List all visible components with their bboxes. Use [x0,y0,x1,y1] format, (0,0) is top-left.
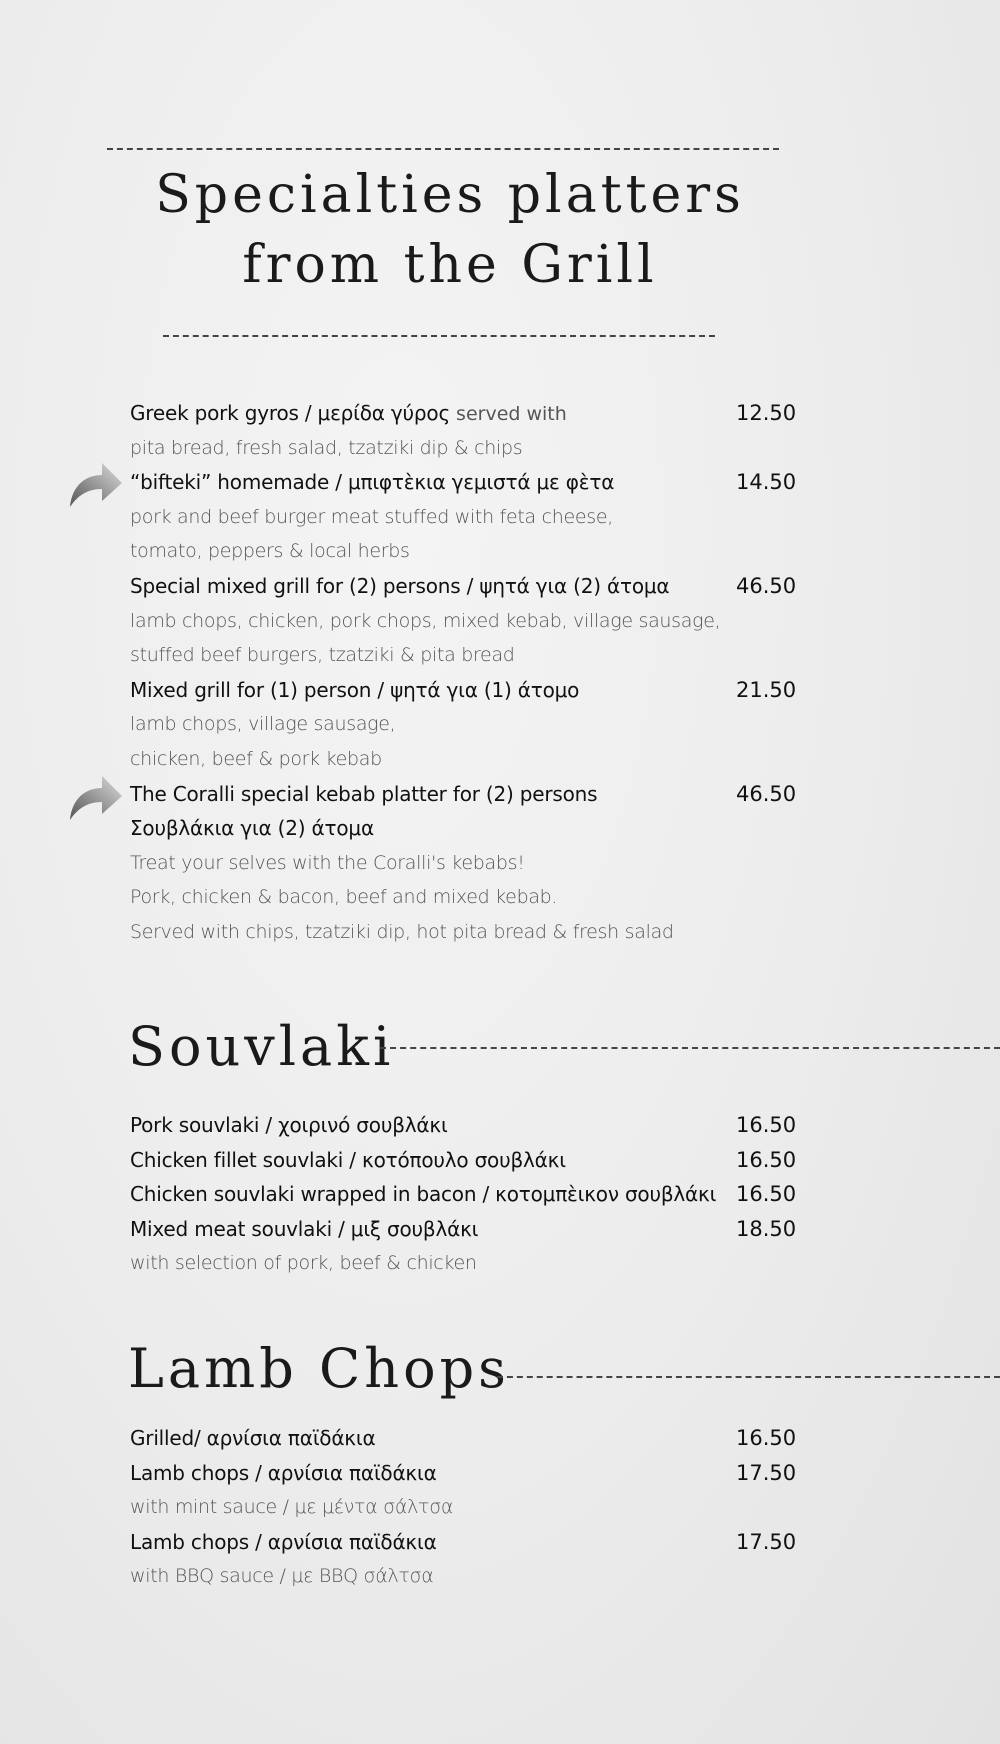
item-desc: lamb chops, chicken, pork chops, mixed kebab, village sausage, [130,609,721,632]
item-price: 21.50 [736,677,797,702]
menu-item-special-mixed-grill [130,569,800,604]
item-name: Lamb chops / αρνίσια παϊδάκια [130,1460,437,1485]
item-desc: pita bread, fresh salad, tzatziki dip & chips [130,436,523,459]
item-desc: Served with chips, tzatziki dip, hot pita bread & fresh salad [130,920,674,943]
item-price: 16.50 [736,1426,797,1450]
divider [497,1376,1000,1378]
arrow-icon [68,461,124,509]
item-price: 17.50 [736,1460,797,1485]
divider [163,335,715,337]
menu-item [130,1108,800,1143]
item-name: Mixed grill for (1) person / ψητά για (1) άτομο [130,677,580,702]
item-desc: pork and beef burger meat stuffed with feta cheese, [130,505,613,528]
item-desc: lamb chops, village sausage, [130,713,396,736]
item-price: 46.50 [736,781,797,806]
menu-item [130,1143,800,1178]
item-price: 16.50 [736,1113,797,1137]
section-title-souvlaki: Souvlaki [128,1015,395,1078]
souvlaki-list [130,1108,800,1281]
item-price: 46.50 [736,573,797,598]
menu-item [130,1525,800,1560]
menu-item [130,1177,800,1212]
menu-item [130,1212,800,1247]
item-price: 16.50 [736,1147,797,1172]
menu-item-kebab-platter [130,777,800,812]
arrow-icon [68,774,124,822]
item-desc: Pork, chicken & bacon, beef and mixed kebab. [130,886,558,909]
item-name: “bifteki” homemade / μπιφτὲκια γεμιστά με φὲτα [130,470,615,495]
menu-item-gyros [130,396,800,431]
item-desc: with selection of pork, beef & chicken [130,1252,477,1275]
item-price: 18.50 [736,1216,797,1241]
item-desc: with BBQ sauce / με BBQ σάλτσα [130,1565,434,1588]
menu-item [130,1456,800,1491]
divider [380,1047,1000,1049]
item-name: Grilled/ αρνίσια παϊδάκια [130,1426,376,1450]
item-name: Greek pork gyros / μερίδα γύρος [130,401,451,425]
item-desc: chicken, beef & pork kebab [130,747,382,770]
item-name: Lamb chops / αρνίσια παϊδάκια [130,1529,437,1554]
item-desc: with mint sauce / με μέντα σάλτσα [130,1496,454,1519]
menu-item-mixed-grill [130,673,800,708]
item-price: 14.50 [736,470,797,495]
item-desc: tomato, peppers & local herbs [130,540,410,563]
section-title-lamb-chops: Lamb Chops [128,1337,510,1400]
page-subtitle: from the Grill [242,235,658,295]
item-name: Chicken souvlaki wrapped in bacon / κοτομπὲικον σουβλάκι [130,1182,717,1207]
item-name: Pork souvlaki / χοιρινό σουβλάκι [130,1113,448,1137]
item-desc: served with [450,403,567,425]
specialties-list [130,396,800,950]
item-price: 12.50 [736,401,797,425]
item-name: Special mixed grill for (2) persons / ψητά για (2) άτομα [130,573,670,598]
item-name: Mixed meat souvlaki / μιξ σουβλάκι [130,1216,479,1241]
item-name: Chicken fillet souvlaki / κοτόπουλο σουβλάκι [130,1147,566,1172]
menu-item-bifteki [130,465,800,500]
item-desc: Treat your selves with the Coralli's kebabs! [130,851,525,874]
item-desc: stuffed beef burgers, tzatziki & pita bread [130,644,515,667]
item-price: 17.50 [736,1529,797,1554]
item-name-greek: Σουβλάκια για (2) άτομα [130,816,374,841]
menu-item [130,1421,800,1456]
lamb-list [130,1421,800,1594]
page-title: Specialties platters [155,165,745,225]
item-name: The Coralli special kebab platter for (2) persons [130,781,598,806]
item-price: 16.50 [736,1182,797,1207]
divider [107,148,779,150]
